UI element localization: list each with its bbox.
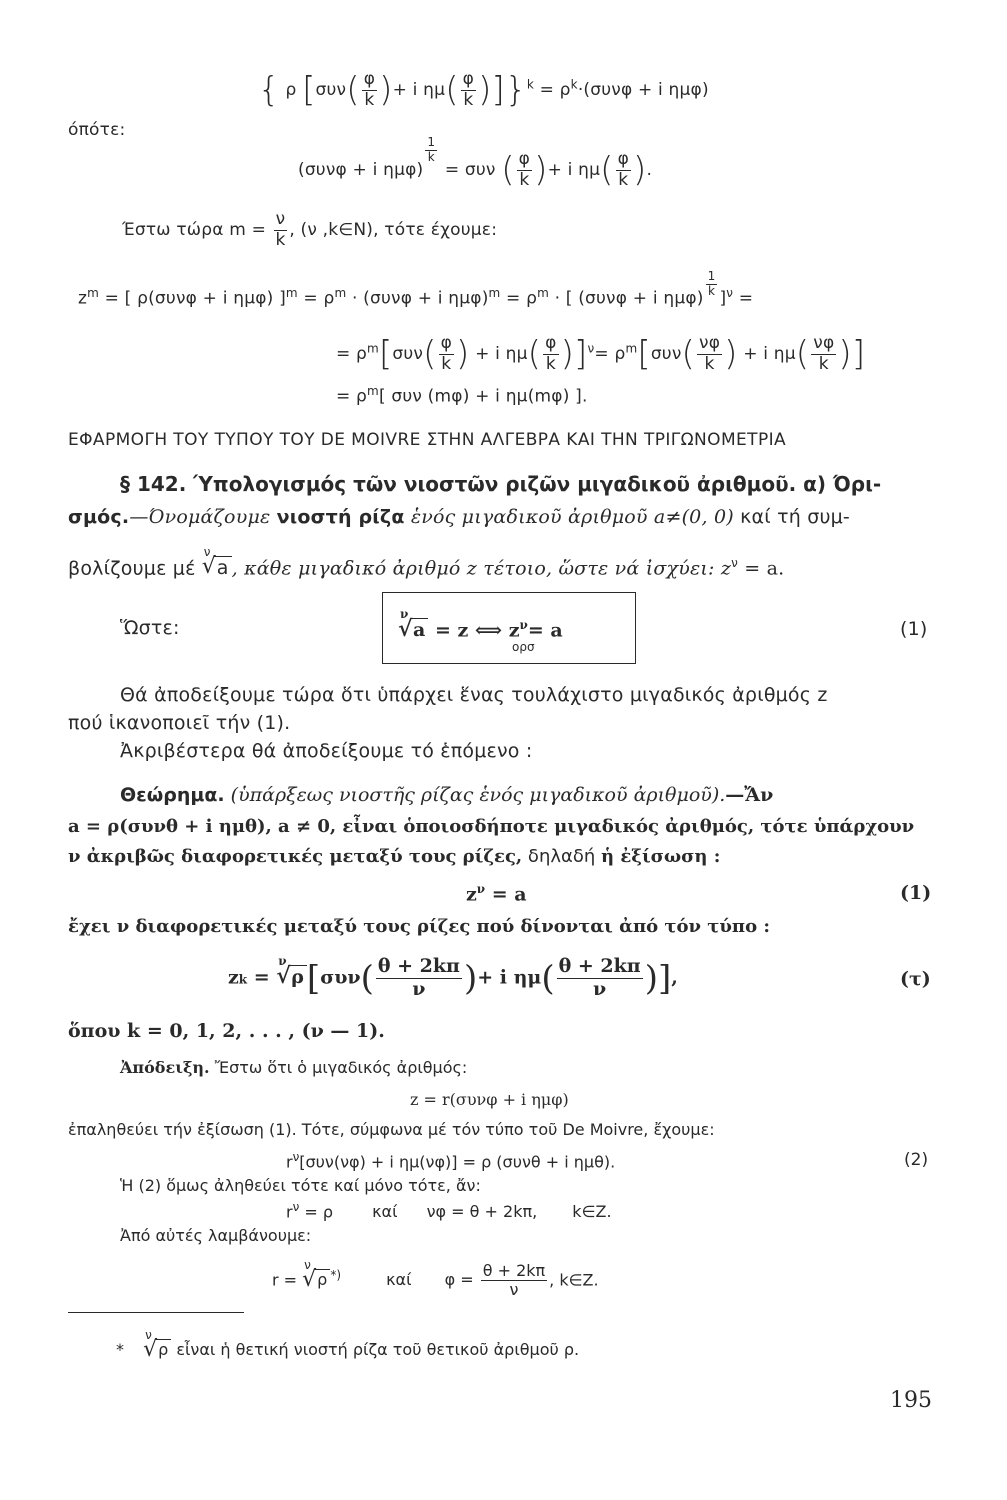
boxed-formula: √ ν a = z ⟺ $z^\nu= a$ [398,618,563,641]
eq-number-1: (1) [900,618,928,640]
proof-line3: ἐπαληθεύει τήν ἐξίσωση (1). Τότε, σύμφωνα μέ τόν τύπο τοῦ De Moivre, ἔχουμε: [68,1120,715,1139]
section-def-line2: βολίζουμε μέ √ ν a , κάθε μιγαδικό ἀριθμό z τέτοιο, ὥστε νά ἰσχύει: $z^\nu = a$. [68,556,784,579]
opou-line: ὅπου k = 0, 1, 2, . . . , (ν — 1). [68,1020,385,1042]
footnote: * √ ν ρ εἶναι ἡ θετική νιοστή ρίζα τοῦ θετικοῦ ἀριθμοῦ ρ. [116,1340,579,1359]
proof-line4: $r^\nu[\sigma\upsilon\nu(\nu\varphi) + i$ ημ(νφ)] = ρ (συνθ + i ημθ). [286,1150,616,1172]
page-number: 195 [890,1388,932,1413]
opote-label: όπότε: [68,120,126,140]
proof-line7: Ἀπό αὐτές λαμβάνουμε: [120,1226,312,1245]
paragraph-1b: πού ἱκανοποιεῖ τήν (1). [68,712,291,734]
theorem-line1: Θεώρημα. (ὑπάρξεως νιοστῆς ρίζας ἑνός μιγαδικοῦ ἀριθμοῦ).—Ἄν [120,784,774,806]
formula-root-k: (συνφ + i ημφ) $\frac{1}{k}$ = συν ( $\frac{\varphi}{k}$ )+ i ημ( $\frac{\varphi}{k}$ ). [298,135,653,191]
theorem-line5: ἔχει ν διαφορετικές μεταξύ τους ρίζες πού δίνονται ἀπό τόν τύπο : [68,916,770,937]
paragraph-1: Θά ἀποδείξουμε τώρα ὅτι ὑπάρχει ἕνας τουλάχιστο μιγαδικός ἀριθμός z [120,684,828,706]
esto-line: Έστω τώρα m = $\frac{\nu}{k}$ , (ν ,k∈N), τότε έχουμε: [122,209,498,250]
proof-line5: Ἡ (2) ὅμως ἀληθεύει τότε καί μόνο τότε, ἄν: [120,1176,481,1195]
formula-power-k: { ρ [συν( $\frac{\varphi}{k}$ )+ i ημ( $\frac{\varphi}{k}$ )]}$^k = \rho^k\cdot(\sigma\upsilon\nu\varphi + i$ ημφ) [258,69,709,111]
formula-t-number: (τ) [900,968,931,990]
theorem-eq-number: (1) [900,882,932,904]
theorem-line3: ν ἀκριβῶς διαφορετικές μεταξύ τους ρίζες, δηλαδή ἡ ἐξίσωση : [68,846,721,867]
proof-line2: z = r(συνφ + i ημφ) [410,1090,569,1109]
nth-root-symbol: √ ν a [202,557,232,579]
zm-line-1: $z^m$ = [ ρ(συνφ + i ημφ) ]$^m = \rho^m \cdot (\sigma\upsilon\nu\varphi + i$ $\eta\mu\varphi)^m = \rho^m$ · [ (συνφ + i ημφ) $\frac{1}{k}$ ]$^\nu$ = [78,269,754,309]
section-title-line1: § 142. Ύπολογισμός τῶν νιοστῶν ριζῶν μιγαδικοῦ ἀριθμοῦ. α) Όρι- [120,472,882,496]
theorem-line2: a = ρ(συνθ + i ημθ), a ≠ 0, εἶναι ὁποιοσδήποτε μιγαδικός ἀριθμός, τότε ὑπάρχουν [68,816,915,837]
theorem-equation: $z^\nu = a$ [466,882,527,906]
oste-label: Ὥστε: [120,617,180,639]
proof-line8: r = √ ν ρ *) καί φ = $\frac{\theta + 2k\pi}{\nu}$ , k∈Z. [272,1262,599,1300]
roots-formula: zk = √ ν ρ[συν( $\frac{\theta + 2k\pi}{\nu}$ )+ i ημ( $\frac{\theta + 2k\pi}{\nu}$ )], [228,956,678,1001]
zm-line-2: = $\rho^m[\sigma\upsilon\nu$( $\frac{\varphi}{k}$ ) + i ημ( $\frac{\varphi}{k}$ )]$^\nu= \rho^m[\sigma\upsilon\nu$( $\frac{\nu\varphi}{k}$ ) + i ημ( $\frac{\nu\varphi}{k}$ )] [336,333,866,375]
footnote-rule [68,1312,244,1313]
proof-eq-number-2: (2) [904,1150,929,1170]
boxed-under: ορσ [512,640,535,654]
proof-line6: $r^\nu = \rho$ καί νφ = θ + 2kπ, k∈Z. [286,1200,612,1222]
section-def-line1: σμός.—Όνομάζουμε νιοστή ρίζα ἑνός μιγαδικοῦ ἀριθμοῦ a≠(0, 0) καί τή συμ- [68,506,850,528]
chapter-heading: ΕΦΑΡΜΟΓΗ ΤΟΥ ΤΥΠΟΥ ΤΟΥ DE MOIVRE ΣΤΗΝ ΑΛΓΕΒΡΑ ΚΑΙ ΤΗΝ ΤΡΙΓΩΝΟΜΕΤΡΙΑ [68,430,787,450]
paragraph-2: Ἀκριβέστερα θά ἀποδείξουμε τό ἑπόμενο : [120,740,533,762]
zm-line-3: = $\rho^m$[ συν (mφ) + i ημ(mφ) ]. [336,384,588,407]
proof-line1: Ἀπόδειξη. Ἔστω ὅτι ὁ μιγαδικός ἀριθμός: [120,1058,468,1077]
